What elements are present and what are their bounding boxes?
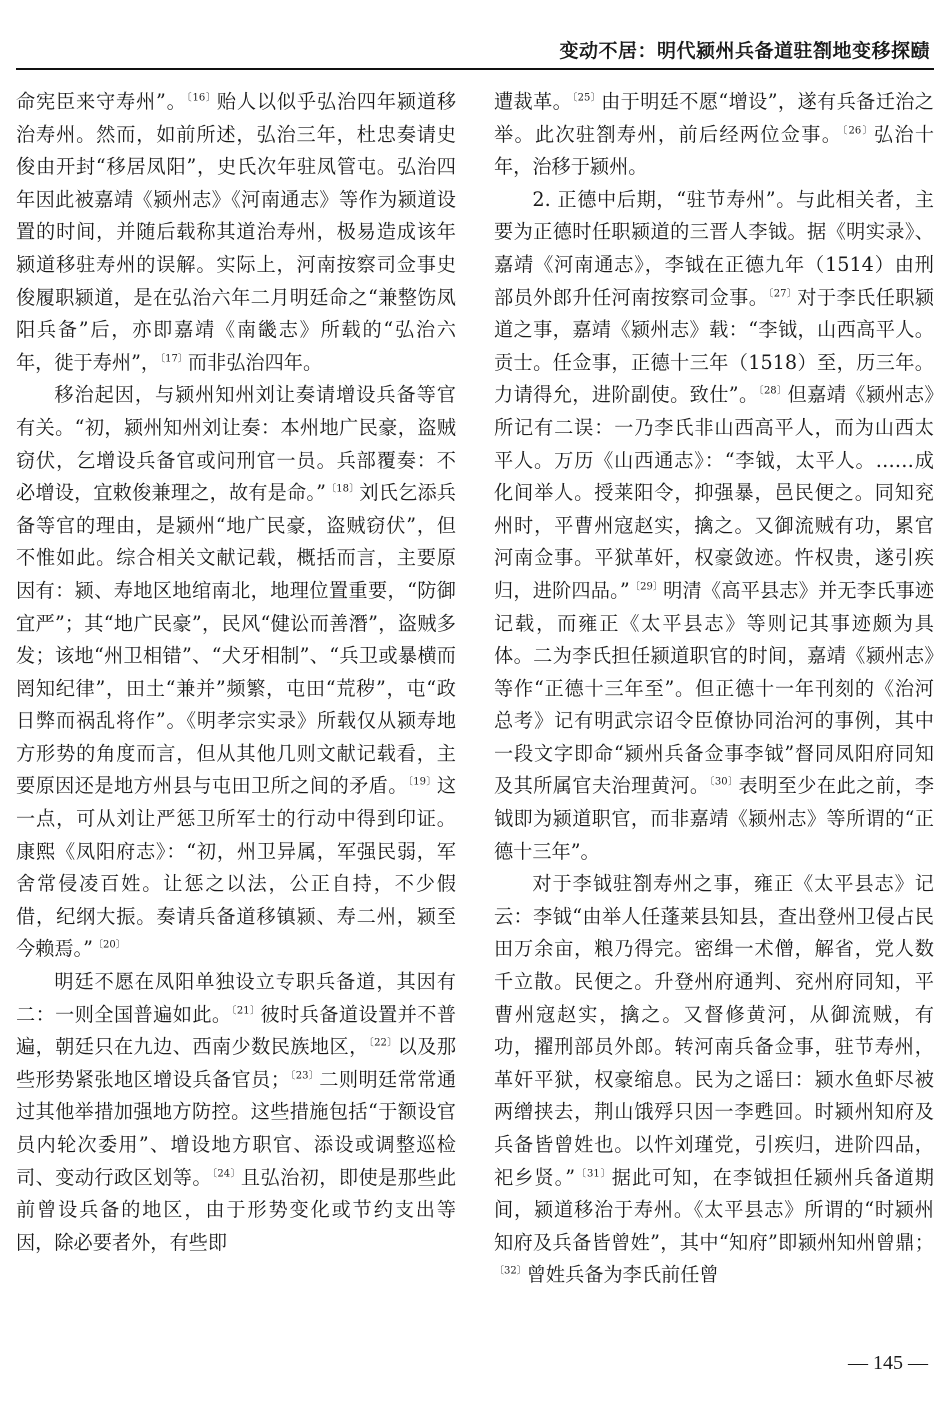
footnote-ref: 〔28〕: [758, 385, 788, 397]
text-run: 遭裁革。: [494, 90, 573, 113]
footnote-ref: 〔20〕: [92, 940, 126, 952]
footnote-ref: 〔30〕: [709, 777, 739, 789]
footnote-ref: 〔18〕: [325, 483, 360, 495]
footnote-ref: 〔31〕: [575, 1168, 612, 1180]
footnote-ref: 〔24〕: [211, 1168, 241, 1180]
text-run: 二则明廷常常通过其他举措加强地方防控。这些措施包括“于额设官员内轮次委用”、增设地方职官、添设或调整巡检司、变动行政区划等。: [16, 1067, 457, 1189]
text-run: 彼时兵备道设置并不普遍，朝廷只在九边、西南少数民族地区，: [16, 1002, 457, 1059]
text-run: 但嘉靖《颍州志》所记有二误：一乃李氏非山西高平人，而为山西太平人。万历《山西通志》：“李钺，太平人。……成化间举人。授莱阳令，抑强暴，邑民便之。同知兖州时，平曹州寇赵实，擒之。又御流贼有功，累官河南佥事。平狱革奸，权豪敛迹。忤权贵，遂引疾归，进阶四品。”: [494, 383, 934, 602]
text-run: 这一点，可从刘让严惩卫所军士的行动中得到印证。康熙《凤阳府志》：“初，州卫异属，军强民弱，军舍常侵凌百姓。让惩之以法，公正自持，不少假借，纪纲大振。奏请兵备道移镇颍、寿二州，颍至今赖焉。”: [16, 774, 457, 961]
text-run: 贻人以似乎弘治四年颍道移治寿州。然而，如前所述，弘治三年，杜忠奏请史俊由开封“移居凤阳”，史氏次年驻凤管屯。弘治四年因此被嘉靖《颍州志》《河南通志》等作为颍道设置的时间，并随后载称其道治寿州，极易造成该年颍道移驻寿州的误解。实际上，河南按察司佥事史俊履职颍道，是在弘治六年二月明廷命之“兼整饬凤阳兵备”后，亦即嘉靖《南畿志》所载的“弘治六年，徙于寿州”，: [16, 90, 457, 374]
footnote-ref: 〔22〕: [368, 1037, 398, 1049]
left-column: [16, 86, 456, 1259]
footnote-ref: 〔32〕: [494, 1265, 527, 1277]
footnote-ref: 〔16〕: [186, 92, 217, 104]
footnote-ref: 〔17〕: [160, 353, 188, 365]
paragraph: [16, 86, 456, 379]
text-run: 且弘治初，即使是那些此前曾设兵备的地区，由于形势变化或节约支出等因，除必要者外，有些即: [16, 1165, 457, 1254]
footnote-ref: 〔23〕: [289, 1070, 320, 1082]
header-title: 变动不居：明代颍州兵备道驻劄地变移探赜: [559, 40, 930, 62]
paragraph: [494, 184, 934, 868]
text-run: 对于李氏任职颍道之事，嘉靖《颍州志》载：“李钺，山西高平人。贡士。任佥事，正德十三年（1518）至，历三年。力请得允，进阶副使。致仕”。: [494, 285, 935, 407]
paragraph: [16, 966, 456, 1259]
footnote-ref: 〔19〕: [407, 777, 437, 789]
running-header: [16, 26, 934, 70]
text-run: 曾姓兵备为李氏前任曾: [526, 1263, 719, 1287]
footnote-ref: 〔29〕: [629, 581, 664, 593]
footnote-ref: 〔27〕: [768, 288, 798, 300]
page-number: — 145 —: [848, 1352, 928, 1374]
text-run: 据此可知，在李钺担任颍州兵备道期间，颍道移治于寿州。《太平县志》所谓的“时颍州知府及兵备皆曾姓”，其中“知府”即颍州知州曾鼎；: [494, 1165, 934, 1254]
text-run: 明清《高平县志》并无李氏事迹记载，而雍正《太平县志》等则记其事迹颇为具体。二为李氏担任颍道职官的时间，嘉靖《颍州志》等作“正德十三年至”。但正德十一年刊刻的《治河总考》记有明武宗诏令臣僚协同治河的事例，其中一段文字即命“颍州兵备佥事李钺”督同凤阳府同知及其所属官夫治理黄河。: [494, 578, 935, 798]
paragraph: [494, 86, 934, 184]
footnote-ref: 〔21〕: [231, 1005, 261, 1017]
right-column: [494, 86, 934, 1292]
text-run: 而非弘治四年。: [187, 350, 323, 374]
text-run: 明廷不愿在凤阳单独设立专职兵备道，其因有二：一则全国普遍如此。: [16, 970, 456, 1026]
text-run: 表明至少在此之前，李钺即为颍道职官，而非嘉靖《颍州志》等所谓的“正德十三年”。: [494, 774, 935, 863]
footnote-ref: 〔26〕: [842, 125, 874, 137]
text-run: 以及那些形势紧张地区增设兵备官员；: [16, 1035, 457, 1091]
text-run: 命宪臣来守寿州”。: [16, 90, 187, 113]
text-run: 由于明廷不愿“增设”，遂有兵备迁治之举。此次驻劄寿州，前后经两位佥事。: [494, 90, 934, 146]
text-run: 刘氏乞添兵备等官的理由，是颍州“地广民豪，盗贼窃伏”，但不惟如此。综合相关文献记载，概括而言，主要原因有：颍、寿地区地绾南北，地理位置重要，“防御宜严”；其“地广民豪”，民风“健讼而善潛”，盗贼多发；该地“州卫相错”、“犬牙相制”、“兵卫或暴横而罔知纪律”，田土“兼并”频繁，屯田“荒秽”，屯“政日弊而祸乱将作”。《明孝宗实录》所载仅从颍寿地方形势的角度而言，但从其他几则文献记载看，主要原因还是地方州县与屯田卫所之间的矛盾。: [16, 481, 456, 798]
paragraph: [16, 379, 456, 966]
footnote-ref: 〔25〕: [572, 92, 602, 104]
paragraph: [494, 868, 934, 1292]
text-run: 对于李钺驻劄寿州之事，雍正《太平县志》记云：李钺“由举人任蓬莱县知县，查出登州卫侵占民田万余亩，粮乃得完。密缉一术僧，解省，党人数千立散。民便之。升登州府通判、兖州府同知，平曹州寇赵实，擒之。又督修黄河，从御流贼，有功，擢刑部员外郎。转河南兵备佥事，驻节寿州，革奸平狱，权豪缩息。民为之谣曰：颍水鱼虾尽被两缯挟去，荆山饿殍只因一李甦回。时颍州知府及兵备皆曾姓也。以忤刘瑾党，引疾归，进阶四品，祀乡贤。”: [494, 872, 934, 1189]
text-run: 2. 正德中后期，“驻节寿州”。与此相关者，主要为正德时任职颍道的三晋人李钺。据《明实录》、嘉靖《河南通志》，李钺在正德九年（1514）由刑部员外郎升任河南按察司佥事。: [494, 187, 934, 309]
text-run: 弘治十年，治移于颍州。: [494, 122, 935, 179]
text-run: 移治起因，与颍州知州刘让奏请增设兵备等官有关。“初，颍州知州刘让奏：本州地广民豪，盗贼窃伏，乞增设兵备官或问刑官一员。兵部覆奏：不必增设，宜敕俊兼理之，故有是命。”: [16, 383, 456, 505]
